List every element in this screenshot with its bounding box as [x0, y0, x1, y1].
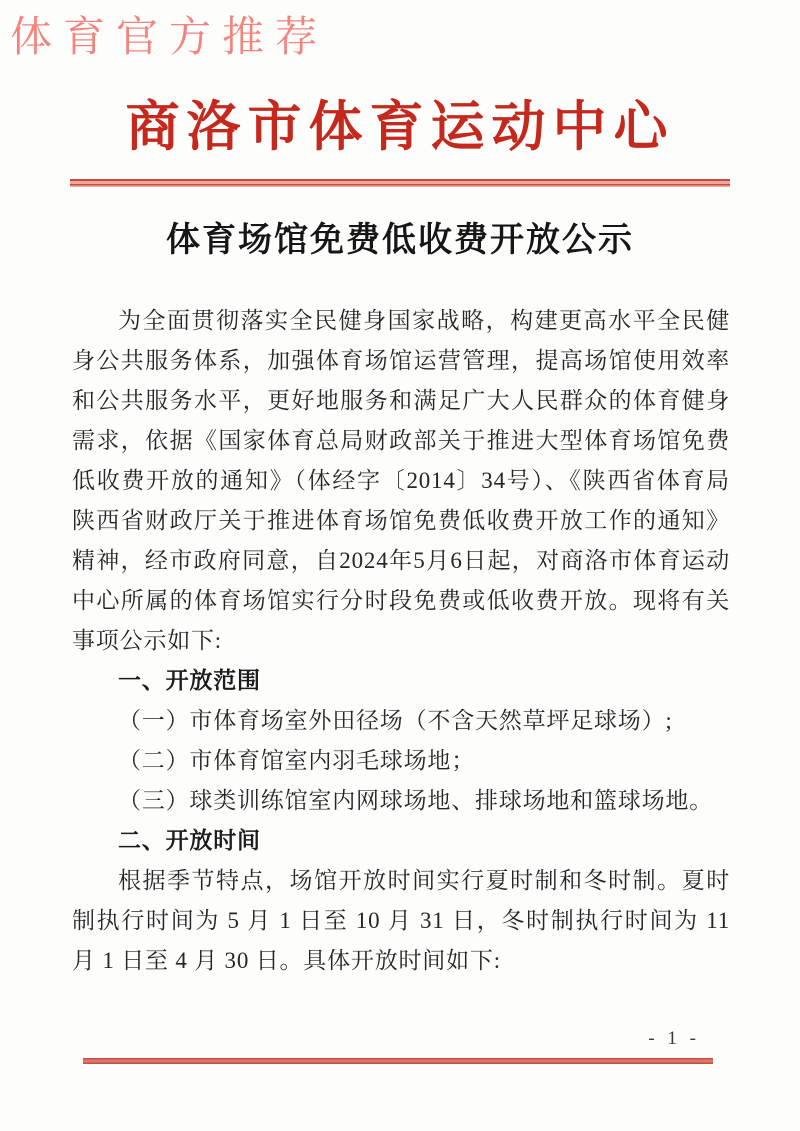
watermark-text: 体育官方推荐 [10, 15, 329, 61]
section-heading-open-hours: 二、开放时间 [118, 828, 261, 853]
page-number: - 1 - [648, 1028, 700, 1049]
open-scope-item-3: （三）球类训练馆室内网球场地、排球场地和篮球场地。 [118, 788, 713, 813]
letterhead-red-rule [70, 179, 730, 187]
intro-paragraph: 为全面贯彻落实全民健身国家战略，构建更高水平全民健身公共服务体系，加强体育场馆运营管理，提高场馆使用效率和公共服务水平，更好地服务和满足广大人民群众的体育健身需求，依据《国家体育总局财政部关于推进大型体育场馆免费低收费开放的通知》（体经字〔2014〕34号）、《陕西省体育局陕西省财政厅关于推进体育场馆免费低收费开放工作的通知》精神，经市政府同意，自2024年5月6日起，对商洛市体育运动中心所属的体育场馆实行分时段免费或低收费开放。现将有关事项公示如下: [72, 308, 730, 653]
open-scope-item-2: （二）市体育馆室内羽毛球场地； [118, 748, 475, 773]
letterhead-org-name: 商洛市体育运动中心 [125, 97, 675, 157]
open-hours-paragraph: 根据季节特点，场馆开放时间实行夏时制和冬时制。夏时制执行时间为 5 月 1 日至 10 月 31 日，冬时制执行时间为 11 月 1 日至 4 月 30 日。具体开放时间如下: [72, 868, 730, 973]
footer-red-rule [83, 1058, 713, 1064]
document-body [72, 301, 730, 981]
open-scope-item-1: （一）市体育场室外田径场（不含天然草坪足球场）; [118, 708, 673, 733]
document-title: 体育场馆免费低收费开放公示 [166, 222, 634, 259]
section-heading-open-scope: 一、开放范围 [118, 668, 261, 693]
